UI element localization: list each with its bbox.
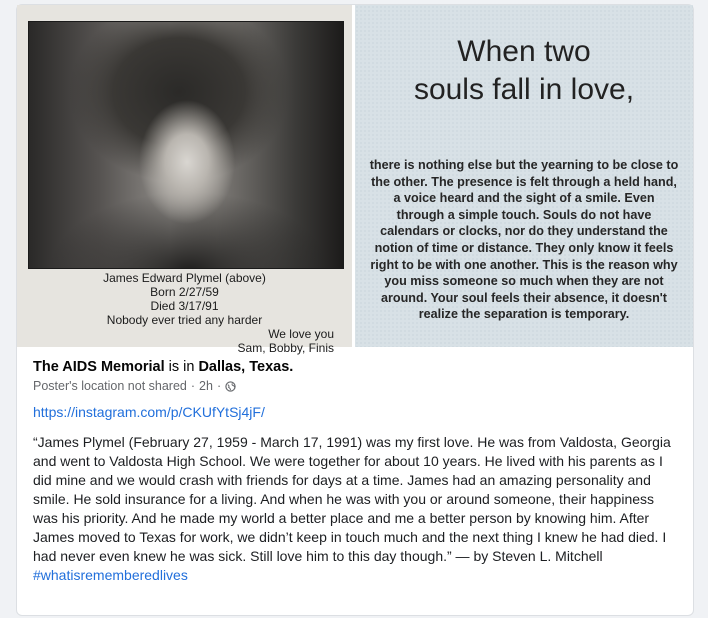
is-in-text: is in <box>164 359 199 375</box>
caption-line: James Edward Plymel (above) <box>103 271 266 285</box>
clipping-caption <box>17 271 352 355</box>
quote-title-line: souls fall in love, <box>413 73 635 106</box>
meta-separator: · <box>190 379 196 393</box>
signature-line: We love you <box>268 327 334 341</box>
timestamp[interactable]: 2h <box>199 379 213 393</box>
newspaper-clipping-photo[interactable] <box>17 5 352 355</box>
post-card <box>16 4 694 616</box>
quote-title <box>365 5 683 109</box>
post-text-content: “James Plymel (February 27, 1959 - March 17, 1991) was my first love. He was from Valdosta, Georgia and went to Valdosta High School. We were together for about 10 years. He lived with his parents as I did mine and we would crash with friends for days at a time. James had an amazing personality and smile. He sold insurance for a living. And when he was with you or around someone, their happiness was his priority. And he made my world a better place and me a better person by knowing him. After James moved to Texas for work, we didn’t keep in touch much and the next thing I knew he had died. I had never even knew he was sick. Still love him to this day though.” — by Steven L. Mitchell <box>33 434 671 564</box>
location-link[interactable]: Dallas, Texas. <box>198 359 294 375</box>
location-status: Poster's location not shared <box>33 379 187 393</box>
post-text <box>33 433 677 585</box>
quote-body: there is nothing else but the yearning to be close to the other. The presence is felt through a held hand, a voice heard and the sight of a smile. Even through a simple touch. Souls do not have calendars or clocks, nor do they understand the notion of time or distance. They only know it feels right to be with one another. This is the reason why you miss someone so much when they are not around. Your soul feels their absence, it doesn't realize the separation is temporary. <box>369 158 679 322</box>
post-meta <box>33 379 677 393</box>
quote-image[interactable] <box>355 5 693 347</box>
meta-separator: · <box>216 379 222 393</box>
caption-line: Nobody ever tried any harder <box>106 313 263 327</box>
globe-icon[interactable] <box>225 381 236 392</box>
caption-line: Died 3/17/91 <box>150 299 219 313</box>
post-body <box>17 347 693 615</box>
photo-grid[interactable] <box>17 5 693 355</box>
signature-line: Sam, Bobby, Finis <box>237 341 334 355</box>
author-name[interactable]: The AIDS Memorial <box>33 359 165 375</box>
hashtag-link[interactable]: #whatisrememberedlives <box>33 567 188 583</box>
post-header <box>33 359 677 375</box>
portrait-photo <box>28 21 344 269</box>
quote-title-line: When two <box>457 35 591 68</box>
instagram-link[interactable]: https://instagram.com/p/CKUfYtSj4jF/ <box>33 404 265 420</box>
caption-line: Born 2/27/59 <box>150 285 219 299</box>
